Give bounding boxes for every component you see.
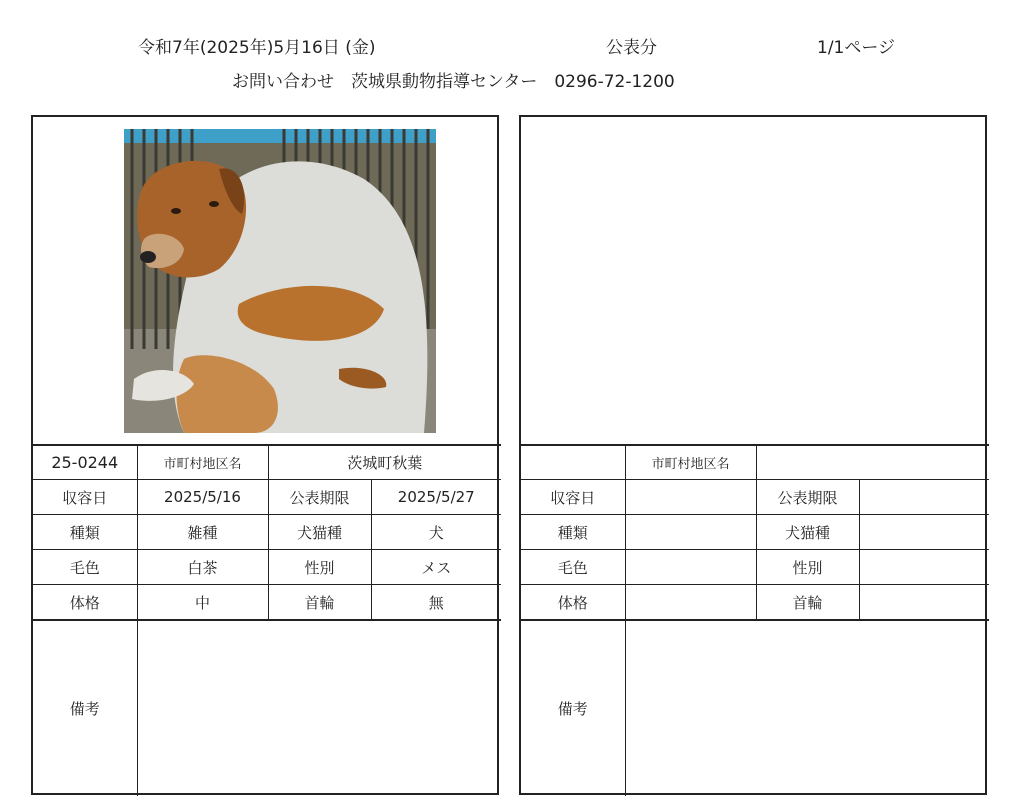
notes-value xyxy=(625,620,989,796)
notes-value xyxy=(137,620,501,796)
type-label: 種類 xyxy=(33,515,137,550)
animal-card-right xyxy=(519,115,987,795)
header-page: 1/1ページ xyxy=(817,38,896,58)
table-row xyxy=(33,550,501,585)
collar-label: 首輪 xyxy=(756,585,859,621)
info-table-right xyxy=(521,444,989,796)
photo-area-empty xyxy=(521,117,985,444)
area-value xyxy=(756,445,989,480)
dog-photo xyxy=(124,129,436,433)
deadline-value xyxy=(859,480,989,515)
intake-value xyxy=(625,480,756,515)
intake-value: 2025/5/16 xyxy=(137,480,268,515)
collar-value xyxy=(859,585,989,621)
intake-label: 収容日 xyxy=(33,480,137,515)
size-value: 中 xyxy=(137,585,268,621)
deadline-label: 公表期限 xyxy=(268,480,371,515)
table-row xyxy=(33,585,501,621)
area-label: 市町村地区名 xyxy=(137,445,268,480)
collar-value: 無 xyxy=(371,585,501,621)
color-label: 毛色 xyxy=(521,550,625,585)
table-row xyxy=(521,550,989,585)
animal-id xyxy=(521,445,625,480)
deadline-label: 公表期限 xyxy=(756,480,859,515)
table-row xyxy=(521,480,989,515)
color-label: 毛色 xyxy=(33,550,137,585)
notes-label: 備考 xyxy=(33,620,137,796)
species-label: 犬猫種 xyxy=(268,515,371,550)
animal-card-left xyxy=(31,115,499,795)
species-label: 犬猫種 xyxy=(756,515,859,550)
sex-label: 性別 xyxy=(268,550,371,585)
header-kind: 公表分 xyxy=(606,38,657,58)
collar-label: 首輪 xyxy=(268,585,371,621)
table-row xyxy=(33,480,501,515)
table-row xyxy=(521,585,989,621)
type-label: 種類 xyxy=(521,515,625,550)
size-label: 体格 xyxy=(521,585,625,621)
header-date: 令和7年(2025年)5月16日 (金) xyxy=(138,38,376,58)
sex-label: 性別 xyxy=(756,550,859,585)
header-contact: お問い合わせ 茨城県動物指導センター 0296-72-1200 xyxy=(232,72,675,92)
area-value: 茨城町秋葉 xyxy=(268,445,501,480)
photo-area xyxy=(33,117,497,444)
info-table-left xyxy=(33,444,501,796)
area-label: 市町村地区名 xyxy=(625,445,756,480)
deadline-value: 2025/5/27 xyxy=(371,480,501,515)
table-row xyxy=(521,445,989,480)
type-value xyxy=(625,515,756,550)
table-row xyxy=(521,515,989,550)
size-value xyxy=(625,585,756,621)
table-row xyxy=(33,620,501,796)
sex-value xyxy=(859,550,989,585)
intake-label: 収容日 xyxy=(521,480,625,515)
size-label: 体格 xyxy=(33,585,137,621)
color-value: 白茶 xyxy=(137,550,268,585)
species-value: 犬 xyxy=(371,515,501,550)
type-value: 雑種 xyxy=(137,515,268,550)
table-row xyxy=(33,445,501,480)
sex-value: メス xyxy=(371,550,501,585)
color-value xyxy=(625,550,756,585)
animal-id: 25-0244 xyxy=(33,445,137,480)
notes-label: 備考 xyxy=(521,620,625,796)
table-row xyxy=(33,515,501,550)
species-value xyxy=(859,515,989,550)
table-row xyxy=(521,620,989,796)
